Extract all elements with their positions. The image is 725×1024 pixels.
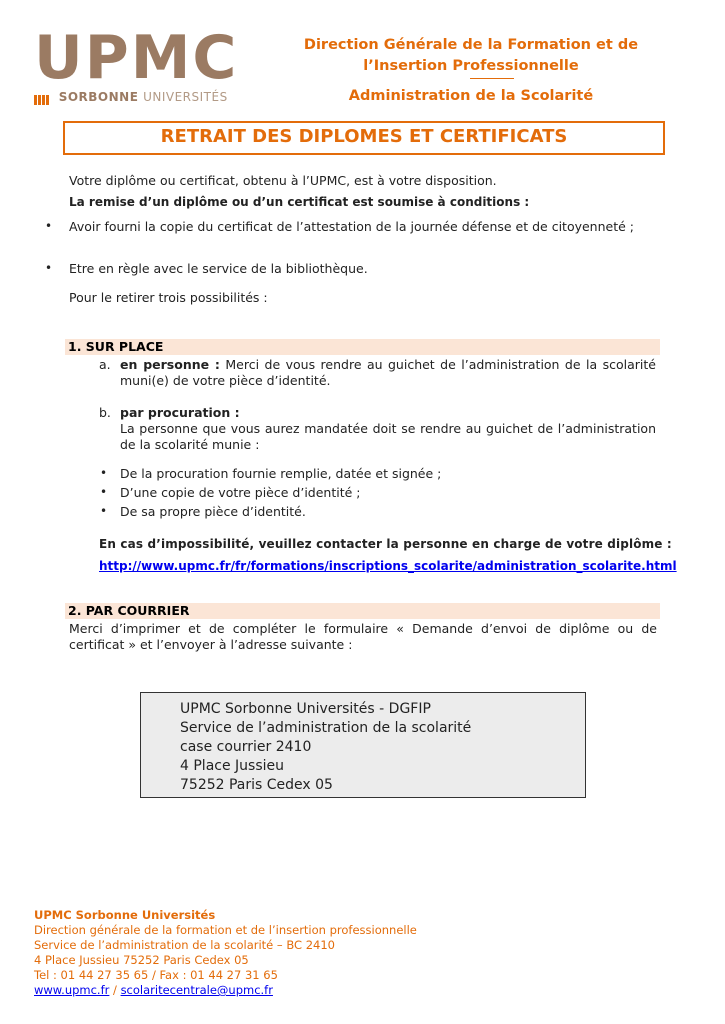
footer-line4: Tel : 01 44 27 35 65 / Fax : 01 44 27 31 65 — [34, 968, 278, 982]
bullet-icon: • — [100, 504, 108, 518]
condition-item: Avoir fourni la copie du certificat de l’attestation de la journée défense et de citoyenneté ; — [69, 219, 634, 234]
bullet-icon: • — [100, 466, 108, 480]
address-line: UPMC Sorbonne Universités - DGFIP — [180, 701, 431, 717]
address-line: 4 Place Jussieu — [180, 758, 284, 774]
header-line1: Direction Générale de la Formation et de — [303, 37, 639, 53]
contact-link[interactable]: http://www.upmc.fr/fr/formations/inscriptions_scolarite/administration_scolarite.html — [99, 559, 677, 573]
address-line: Service de l’administration de la scolarité — [180, 720, 472, 736]
footer-links — [34, 983, 273, 998]
procuration-item: De la procuration fournie remplie, datée et signée ; — [120, 466, 442, 481]
intro-text: Votre diplôme ou certificat, obtenu à l’UPMC, est à votre disposition. — [69, 173, 497, 188]
header-line3: Administration de la Scolarité — [348, 88, 594, 104]
header-line2: l’Insertion Professionnelle — [363, 58, 579, 74]
item-b-marker: b. — [99, 405, 111, 420]
procuration-item: De sa propre pièce d’identité. — [120, 504, 306, 519]
item-a-marker: a. — [99, 357, 111, 372]
footer-line3: 4 Place Jussieu 75252 Paris Cedex 05 — [34, 953, 249, 967]
address-line: case courrier 2410 — [180, 739, 312, 755]
bullet-icon: • — [45, 261, 53, 275]
section2-heading: 2. PAR COURRIER — [65, 603, 660, 619]
section1-heading: 1. SUR PLACE — [65, 339, 660, 355]
contact-text: En cas d’impossibilité, veuillez contacter la personne en charge de votre diplôme : — [99, 537, 672, 551]
possibilities-text: Pour le retirer trois possibilités : — [69, 290, 268, 305]
header-divider — [470, 78, 514, 79]
logo-sorbonne: SORBONNE — [58, 90, 139, 104]
upmc-logo: UPMC — [34, 23, 239, 93]
footer-web-link[interactable]: www.upmc.fr — [34, 983, 110, 997]
footer-line2: Service de l’administration de la scolarité – BC 2410 — [34, 938, 335, 952]
footer-separator: / — [109, 983, 121, 997]
procuration-item: D’une copie de votre pièce d’identité ; — [120, 485, 361, 500]
contact-link-wrap — [99, 555, 677, 574]
section2-text: Merci d’imprimer et de compléter le formulaire « Demande d’envoi de diplôme ou de certificat » et l’envoyer à l’adresse suivante : — [69, 621, 657, 652]
condition-item: Etre en règle avec le service de la bibliothèque. — [69, 261, 368, 276]
logo-universites: UNIVERSITÉS — [143, 90, 228, 104]
bullet-icon: • — [45, 219, 53, 233]
logo-columns-icon — [34, 91, 50, 105]
item-b-label: par procuration : — [120, 405, 240, 420]
conditions-heading: La remise d’un diplôme ou d’un certificat est soumise à conditions : — [69, 195, 530, 209]
item-a-label: en personne : — [120, 357, 220, 372]
logo-subtitle — [34, 90, 228, 105]
item-a — [120, 357, 656, 389]
item-b-text: La personne que vous aurez mandatée doit se rendre au guichet de l’administration de la scolarité munie : — [120, 421, 656, 452]
footer-email-link[interactable]: scolaritecentrale@upmc.fr — [120, 983, 273, 997]
page-title: RETRAIT DES DIPLOMES ET CERTIFICATS — [160, 126, 568, 147]
bullet-icon: • — [100, 485, 108, 499]
address-line: 75252 Paris Cedex 05 — [180, 777, 333, 793]
item-a-text: Merci de vous rendre au guichet de l’administration de la scolarité muni(e) de votre pièce d’identité. — [120, 357, 656, 388]
footer-line1: Direction générale de la formation et de l’insertion professionnelle — [34, 923, 417, 937]
footer-org: UPMC Sorbonne Universités — [34, 908, 216, 922]
